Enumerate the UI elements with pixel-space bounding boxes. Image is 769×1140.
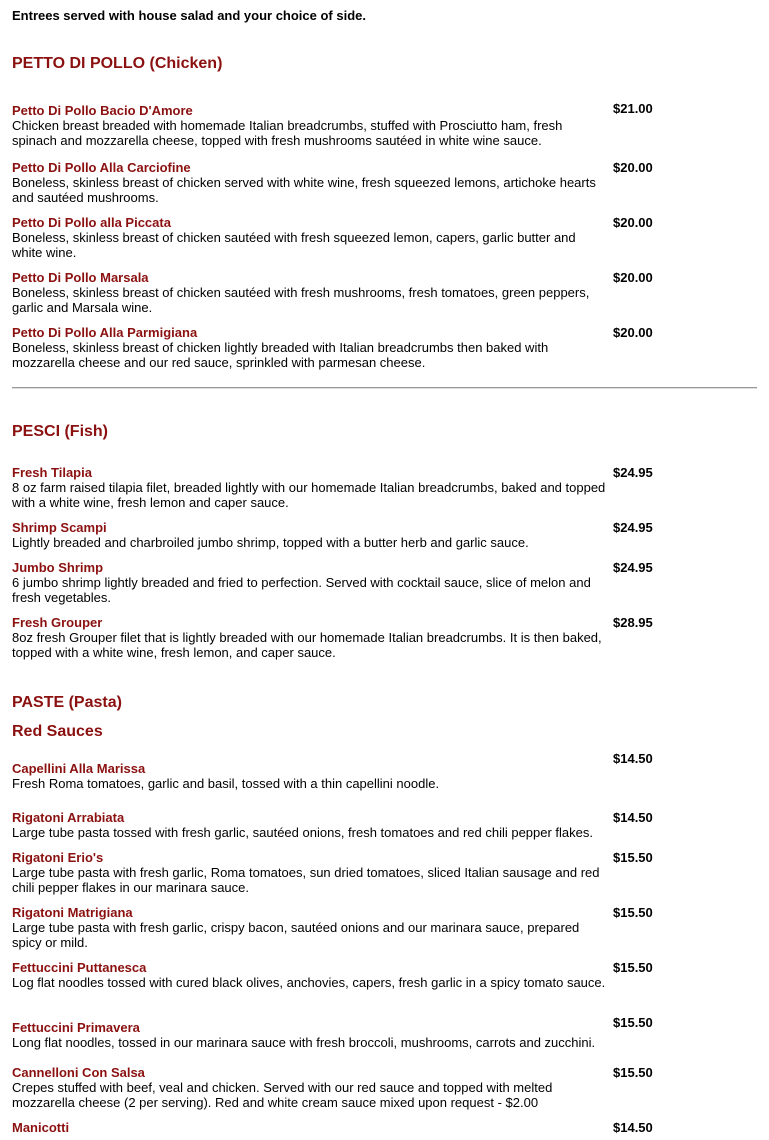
- menu-item-price: $21.00: [613, 101, 653, 116]
- menu-item-name: Petto Di Pollo Alla Carciofine: [12, 160, 191, 175]
- menu-item-description: Crepes stuffed with beef, veal and chicken. Served with our red sauce and topped with melted mozzarella cheese (2 per serving). Red and white cream sauce mixed upon request - $2.00: [12, 1080, 553, 1110]
- menu-item-name: Petto Di Pollo Bacio D'Amore: [12, 103, 193, 118]
- menu-item-price: $15.50: [613, 960, 653, 975]
- menu-item-price: $15.50: [613, 850, 653, 865]
- menu-item-description: Lightly breaded and charbroiled jumbo shrimp, topped with a butter herb and garlic sauce.: [12, 535, 529, 550]
- menu-item-description: Large tube pasta tossed with fresh garlic, sautéed onions, fresh tomatoes and red chili pepper flakes.: [12, 825, 594, 840]
- menu-intro: Entrees served with house salad and your choice of side.: [12, 8, 366, 23]
- menu-item-description: Fresh Roma tomatoes, garlic and basil, tossed with a thin capellini noodle.: [12, 776, 440, 791]
- menu-item-name: Rigatoni Matrigiana: [12, 905, 133, 920]
- menu-item-description: Chicken breast breaded with homemade Italian breadcrumbs, stuffed with Prosciutto ham, fresh spinach and mozzarella cheese, topped with fresh mushrooms sautéed in white wine sauce.: [12, 118, 563, 148]
- menu-item-price: $24.95: [613, 465, 653, 480]
- menu-item-name: Jumbo Shrimp: [12, 560, 104, 575]
- section-title-fish: PESCI (Fish): [12, 423, 109, 440]
- section-divider: [12, 387, 757, 389]
- menu-item-name: Rigatoni Arrabiata: [12, 810, 125, 825]
- section-title-chicken: PETTO DI POLLO (Chicken): [12, 55, 223, 72]
- menu-item-name: Shrimp Scampi: [12, 520, 107, 535]
- menu-item-description: Large tube pasta with fresh garlic, crispy bacon, sautéed onions and our marinara sauce, prepared spicy or mild.: [12, 920, 580, 950]
- menu-item-name: Manicotti: [12, 1120, 70, 1135]
- subsection-title-red-sauces: Red Sauces: [12, 723, 103, 740]
- menu-item-name: Rigatoni Erio's: [12, 850, 104, 865]
- menu-item-name: Capellini Alla Marissa: [12, 761, 146, 776]
- menu-item-name: Petto Di Pollo alla Piccata: [12, 215, 171, 230]
- menu-item-description: 8 oz farm raised tilapia filet, breaded lightly with our homemade Italian breadcrumbs, baked and topped with a white wine, fresh lemon and caper sauce.: [12, 480, 606, 510]
- menu-item-price: $15.50: [613, 905, 653, 920]
- menu-item-description: Long flat noodles, tossed in our marinara sauce with fresh broccoli, mushrooms, carrots and zucchini.: [12, 1035, 596, 1050]
- menu-item-price: $14.50: [613, 1120, 653, 1135]
- menu-item-price: $20.00: [613, 215, 653, 230]
- menu-item-price: $14.50: [613, 751, 653, 766]
- menu-item-name: Cannelloni Con Salsa: [12, 1065, 145, 1080]
- menu-item-description: Boneless, skinless breast of chicken served with white wine, fresh squeezed lemons, artichoke hearts and sautéed mushrooms.: [12, 175, 596, 205]
- menu-item-description: Log flat noodles tossed with cured black olives, anchovies, capers, fresh garlic in a spicy tomato sauce.: [12, 975, 606, 990]
- menu-item-price: $20.00: [613, 270, 653, 285]
- menu-item-description: Boneless, skinless breast of chicken sautéed with fresh mushrooms, fresh tomatoes, green peppers, garlic and Marsala wine.: [12, 285, 590, 315]
- menu-item-name: Fresh Grouper: [12, 615, 103, 630]
- menu-item-description: 8oz fresh Grouper filet that is lightly breaded with our homemade Italian breadcrumbs. It is then baked, topped with a white wine, fresh lemon, and caper sauce.: [12, 630, 602, 660]
- menu-item-name: Fresh Tilapia: [12, 465, 92, 480]
- menu-item-price: $20.00: [613, 325, 653, 340]
- menu-item-description: 6 jumbo shrimp lightly breaded and fried to perfection. Served with cocktail sauce, slice of melon and fresh vegetables.: [12, 575, 591, 605]
- menu-item-price: $15.50: [613, 1015, 653, 1030]
- menu-item-price: $24.95: [613, 520, 653, 535]
- menu-item-name: Fettuccini Puttanesca: [12, 960, 147, 975]
- menu-item-price: $28.95: [613, 615, 653, 630]
- menu-item-name: Petto Di Pollo Marsala: [12, 270, 149, 285]
- section-title-pasta: PASTE (Pasta): [12, 694, 122, 711]
- menu-item-description: Boneless, skinless breast of chicken sautéed with fresh squeezed lemon, capers, garlic butter and white wine.: [12, 230, 576, 260]
- menu-item-price: $15.50: [613, 1065, 653, 1080]
- menu-item-price: $14.50: [613, 810, 653, 825]
- menu-item-description: Boneless, skinless breast of chicken lightly breaded with Italian breadcrumbs then baked with mozzarella cheese and our red sauce, sprinkled with parmesan cheese.: [12, 340, 549, 370]
- menu-item-price: $24.95: [613, 560, 653, 575]
- menu-item-description: Large tube pasta with fresh garlic, Roma tomatoes, sun dried tomatoes, sliced Italian sausage and red chili pepper flakes in our marinara sauce.: [12, 865, 600, 895]
- menu-item-price: $20.00: [613, 160, 653, 175]
- menu-item-name: Petto Di Pollo Alla Parmigiana: [12, 325, 198, 340]
- menu-item-name: Fettuccini Primavera: [12, 1020, 140, 1035]
